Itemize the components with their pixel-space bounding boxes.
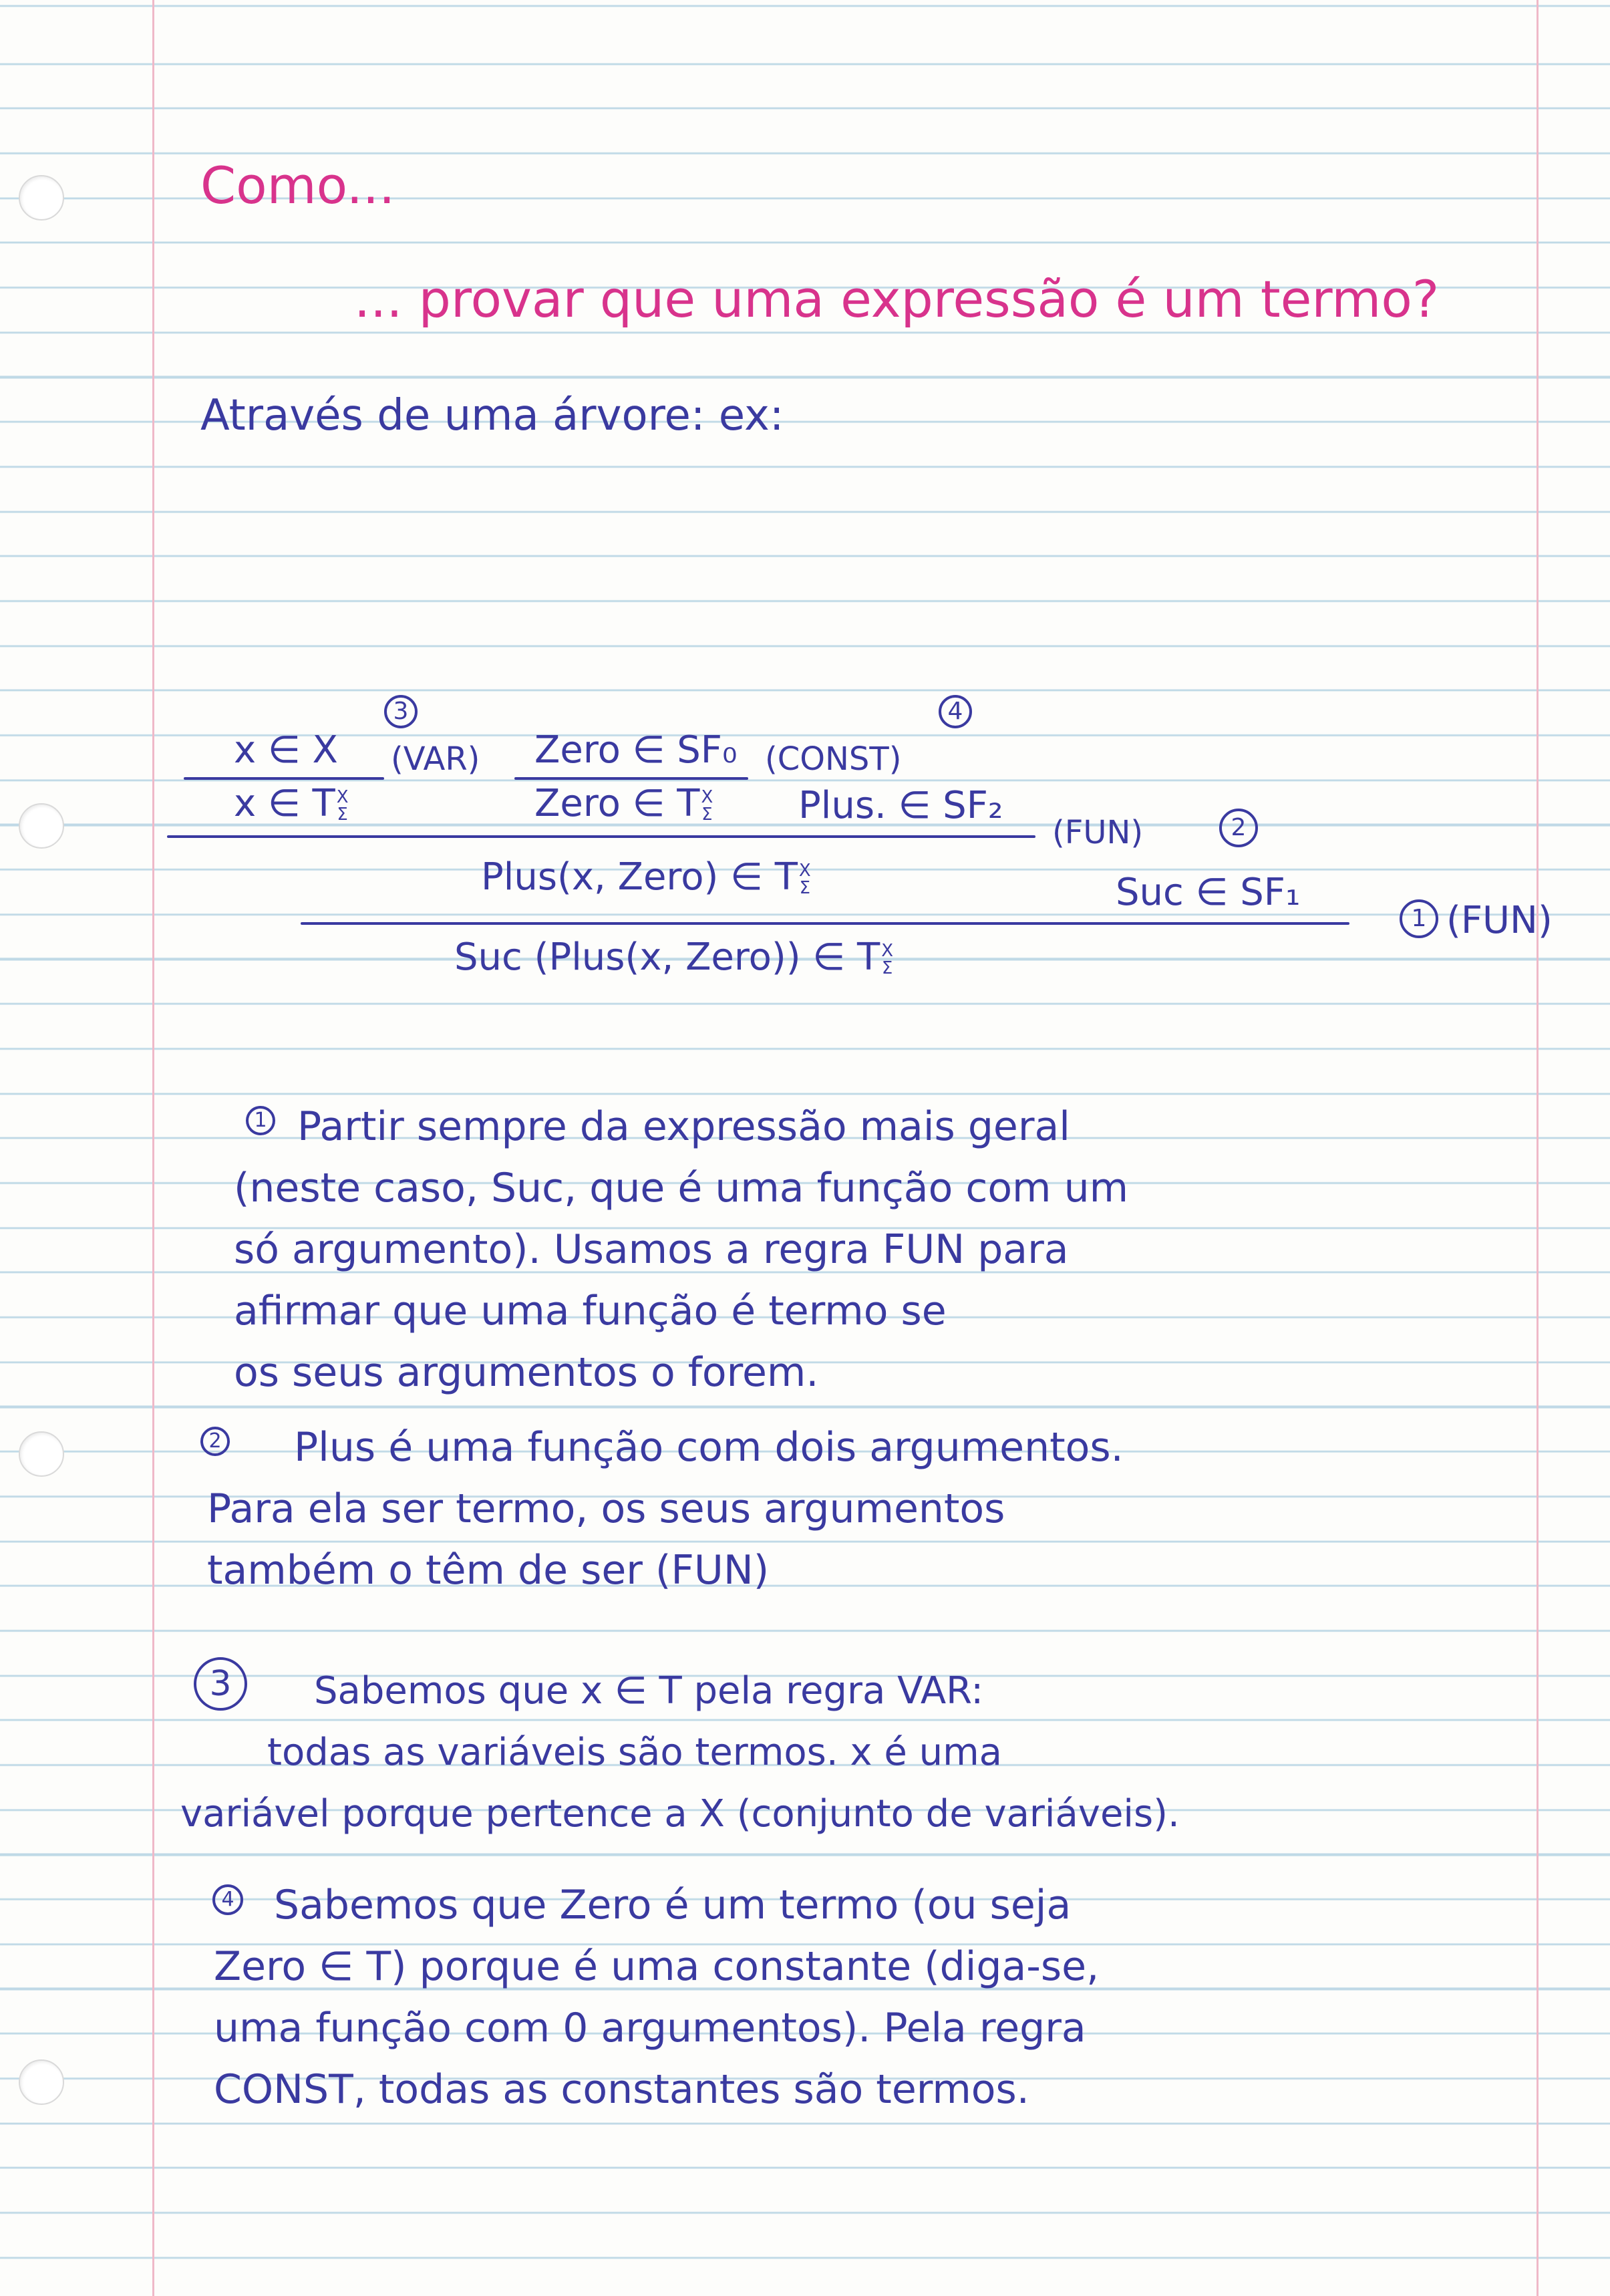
plus-premise: Plus. ∈ SF₂ — [798, 784, 1003, 827]
note-1 — [234, 1096, 1128, 1403]
binder-hole — [19, 1431, 64, 1477]
var-rule-label: (VAR) — [391, 740, 480, 778]
note-marker-1-icon: 1 — [246, 1106, 275, 1135]
note-marker-4-icon: 4 — [212, 1884, 243, 1915]
binder-hole — [19, 803, 64, 849]
page-subtitle: ... provar que uma expressão é um termo? — [354, 269, 1440, 329]
note-1-line: os seus argumentos o forem. — [234, 1349, 819, 1396]
note-4-line: Zero ∈ T) porque é uma constante (diga-se, — [214, 1943, 1100, 1990]
inference-line-plus — [167, 835, 1035, 838]
note-3 — [180, 1661, 1180, 1845]
intro-text: Através de uma árvore: ex: — [200, 391, 784, 440]
var-conclusion: x ∈ T X Σ — [234, 782, 349, 825]
note-2-line: Plus é uma função com dois argumentos. — [294, 1424, 1124, 1471]
const-premise: Zero ∈ SF₀ — [534, 728, 738, 772]
plus-conclusion: Plus(x, Zero) ∈ T X Σ — [481, 855, 811, 899]
binder-hole — [19, 175, 64, 221]
inference-line-var — [184, 777, 384, 780]
marker-2-icon: 2 — [1219, 809, 1258, 847]
note-4-line: Sabemos que Zero é um termo (ou seja — [274, 1882, 1072, 1928]
const-conclusion: Zero ∈ T X Σ — [534, 782, 713, 825]
right-margin-line — [1537, 0, 1539, 2296]
note-3-line: todas as variáveis são termos. x é uma — [267, 1731, 1002, 1774]
note-marker-3-icon: 3 — [194, 1657, 247, 1711]
left-margin-line — [152, 0, 154, 2296]
binder-hole — [19, 2059, 64, 2105]
inference-line-suc — [301, 922, 1349, 925]
note-1-line: (neste caso, Suc, que é uma função com um — [234, 1165, 1129, 1211]
note-1-line: Partir sempre da expressão mais geral — [297, 1103, 1070, 1150]
note-marker-2-icon: 2 — [200, 1427, 230, 1456]
note-1-line: afirmar que uma função é termo se — [234, 1288, 947, 1334]
note-2 — [207, 1417, 1124, 1601]
const-rule-label: (CONST) — [765, 740, 902, 778]
marker-4-icon: 4 — [939, 695, 972, 728]
note-2-line: Para ela ser termo, os seus argumentos — [207, 1485, 1005, 1532]
plus-rule-label: (FUN) — [1052, 814, 1144, 851]
inference-line-const — [514, 777, 748, 780]
marker-1-icon: 1 — [1400, 899, 1438, 938]
marker-3-icon: 3 — [384, 695, 418, 728]
note-3-line: variável porque pertence a X (conjunto de variáveis). — [180, 1792, 1180, 1836]
note-4 — [214, 1874, 1099, 2120]
suc-rule-label: (FUN) — [1446, 899, 1553, 942]
suc-conclusion: Suc (Plus(x, Zero)) ∈ T X Σ — [454, 936, 894, 979]
var-premise: x ∈ X — [234, 728, 338, 772]
note-4-line: CONST, todas as constantes são termos. — [214, 2066, 1029, 2113]
page-title: Como... — [200, 156, 395, 215]
note-1-line: só argumento). Usamos a regra FUN para — [234, 1226, 1069, 1273]
note-3-line: Sabemos que x ∈ T pela regra VAR: — [314, 1669, 984, 1713]
note-4-line: uma função com 0 argumentos). Pela regra — [214, 2005, 1086, 2051]
note-2-line: também o têm de ser (FUN) — [207, 1547, 770, 1594]
suc-premise: Suc ∈ SF₁ — [1116, 871, 1301, 914]
